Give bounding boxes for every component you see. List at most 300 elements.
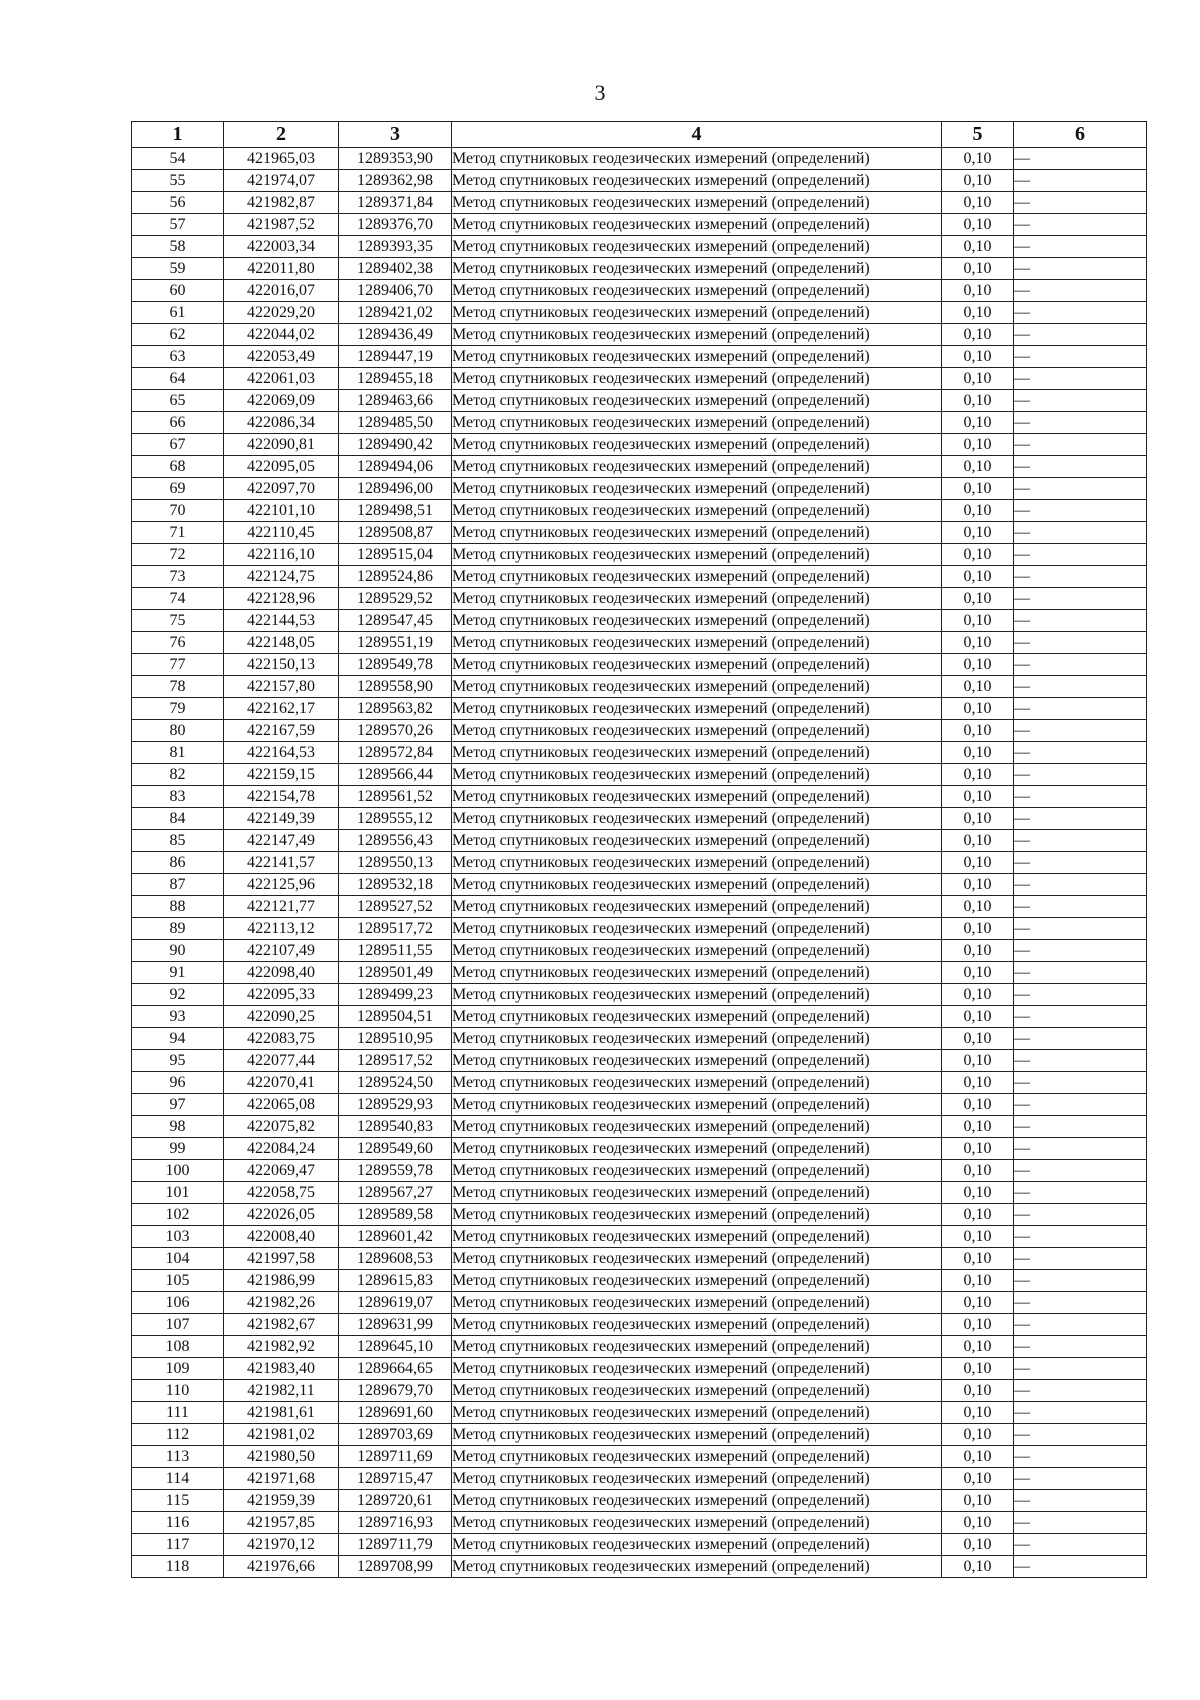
- table-row: [132, 1094, 1147, 1116]
- note-cell: —: [1014, 588, 1147, 610]
- accuracy-cell: 0,10: [942, 1512, 1014, 1534]
- coord-x: 422148,05: [224, 632, 339, 654]
- accuracy-cell: 0,10: [942, 368, 1014, 390]
- table-row: [132, 1534, 1147, 1556]
- note-cell: —: [1014, 962, 1147, 984]
- coord-y: 1289515,04: [339, 544, 452, 566]
- accuracy-cell: 0,10: [942, 1006, 1014, 1028]
- accuracy-cell: 0,10: [942, 610, 1014, 632]
- method-cell: Метод спутниковых геодезических измерений (определений): [452, 1248, 942, 1270]
- method-cell: Метод спутниковых геодезических измерений (определений): [452, 1028, 942, 1050]
- note-cell: —: [1014, 1534, 1147, 1556]
- point-number: 108: [132, 1336, 224, 1358]
- table-row: [132, 500, 1147, 522]
- coord-x: 422167,59: [224, 720, 339, 742]
- accuracy-cell: 0,10: [942, 830, 1014, 852]
- point-number: 58: [132, 236, 224, 258]
- note-cell: —: [1014, 698, 1147, 720]
- accuracy-cell: 0,10: [942, 148, 1014, 170]
- note-cell: —: [1014, 1204, 1147, 1226]
- table-row: [132, 1292, 1147, 1314]
- method-cell: Метод спутниковых геодезических измерений (определений): [452, 1138, 942, 1160]
- method-cell: Метод спутниковых геодезических измерений (определений): [452, 500, 942, 522]
- coord-x: 422164,53: [224, 742, 339, 764]
- method-cell: Метод спутниковых геодезических измерений (определений): [452, 1292, 942, 1314]
- accuracy-cell: 0,10: [942, 1204, 1014, 1226]
- accuracy-cell: 0,10: [942, 1028, 1014, 1050]
- coord-y: 1289679,70: [339, 1380, 452, 1402]
- accuracy-cell: 0,10: [942, 170, 1014, 192]
- point-number: 102: [132, 1204, 224, 1226]
- accuracy-cell: 0,10: [942, 1556, 1014, 1578]
- point-number: 104: [132, 1248, 224, 1270]
- header-col-4: 4: [452, 122, 942, 148]
- table-row: [132, 962, 1147, 984]
- coord-y: 1289566,44: [339, 764, 452, 786]
- accuracy-cell: 0,10: [942, 1468, 1014, 1490]
- table-row: [132, 324, 1147, 346]
- note-cell: —: [1014, 874, 1147, 896]
- coord-x: 422147,49: [224, 830, 339, 852]
- method-cell: Метод спутниковых геодезических измерений (определений): [452, 1072, 942, 1094]
- header-col-3: 3: [339, 122, 452, 148]
- coord-x: 422053,49: [224, 346, 339, 368]
- coord-y: 1289529,93: [339, 1094, 452, 1116]
- coord-y: 1289499,23: [339, 984, 452, 1006]
- note-cell: —: [1014, 170, 1147, 192]
- accuracy-cell: 0,10: [942, 940, 1014, 962]
- point-number: 101: [132, 1182, 224, 1204]
- note-cell: —: [1014, 148, 1147, 170]
- method-cell: Метод спутниковых геодезических измерений (определений): [452, 1314, 942, 1336]
- accuracy-cell: 0,10: [942, 1292, 1014, 1314]
- point-number: 68: [132, 456, 224, 478]
- point-number: 88: [132, 896, 224, 918]
- method-cell: Метод спутниковых геодезических измерений (определений): [452, 434, 942, 456]
- point-number: 64: [132, 368, 224, 390]
- accuracy-cell: 0,10: [942, 258, 1014, 280]
- coord-y: 1289549,60: [339, 1138, 452, 1160]
- coord-y: 1289393,35: [339, 236, 452, 258]
- accuracy-cell: 0,10: [942, 808, 1014, 830]
- method-cell: Метод спутниковых геодезических измерений (определений): [452, 720, 942, 742]
- note-cell: —: [1014, 1402, 1147, 1424]
- note-cell: —: [1014, 302, 1147, 324]
- point-number: 113: [132, 1446, 224, 1468]
- table-row: [132, 1072, 1147, 1094]
- method-cell: Метод спутниковых геодезических измерений (определений): [452, 1468, 942, 1490]
- table-row: [132, 984, 1147, 1006]
- coord-x: 422090,81: [224, 434, 339, 456]
- coord-x: 422125,96: [224, 874, 339, 896]
- coord-y: 1289711,79: [339, 1534, 452, 1556]
- coord-y: 1289402,38: [339, 258, 452, 280]
- coord-y: 1289559,78: [339, 1160, 452, 1182]
- note-cell: —: [1014, 1468, 1147, 1490]
- table-row: [132, 236, 1147, 258]
- table-row: [132, 808, 1147, 830]
- coord-y: 1289716,93: [339, 1512, 452, 1534]
- coord-y: 1289550,13: [339, 852, 452, 874]
- method-cell: Метод спутниковых геодезических измерений (определений): [452, 214, 942, 236]
- coord-y: 1289645,10: [339, 1336, 452, 1358]
- accuracy-cell: 0,10: [942, 720, 1014, 742]
- point-number: 89: [132, 918, 224, 940]
- method-cell: Метод спутниковых геодезических измерений (определений): [452, 1402, 942, 1424]
- coord-x: 422113,12: [224, 918, 339, 940]
- table-row: [132, 346, 1147, 368]
- coord-x: 422141,57: [224, 852, 339, 874]
- method-cell: Метод спутниковых геодезических измерений (определений): [452, 236, 942, 258]
- method-cell: Метод спутниковых геодезических измерений (определений): [452, 940, 942, 962]
- coord-x: 422110,45: [224, 522, 339, 544]
- note-cell: —: [1014, 1292, 1147, 1314]
- method-cell: Метод спутниковых геодезических измерений (определений): [452, 1512, 942, 1534]
- coord-x: 422097,70: [224, 478, 339, 500]
- method-cell: Метод спутниковых геодезических измерений (определений): [452, 1182, 942, 1204]
- coord-x: 422107,49: [224, 940, 339, 962]
- coord-x: 421965,03: [224, 148, 339, 170]
- coord-y: 1289490,42: [339, 434, 452, 456]
- point-number: 103: [132, 1226, 224, 1248]
- note-cell: —: [1014, 1160, 1147, 1182]
- method-cell: Метод спутниковых геодезических измерений (определений): [452, 632, 942, 654]
- method-cell: Метод спутниковых геодезических измерений (определений): [452, 258, 942, 280]
- note-cell: —: [1014, 852, 1147, 874]
- table-row: [132, 566, 1147, 588]
- method-cell: Метод спутниковых геодезических измерений (определений): [452, 478, 942, 500]
- point-number: 72: [132, 544, 224, 566]
- point-number: 100: [132, 1160, 224, 1182]
- note-cell: —: [1014, 1226, 1147, 1248]
- table-row: [132, 1204, 1147, 1226]
- method-cell: Метод спутниковых геодезических измерений (определений): [452, 962, 942, 984]
- accuracy-cell: 0,10: [942, 1358, 1014, 1380]
- coord-x: 421980,50: [224, 1446, 339, 1468]
- point-number: 78: [132, 676, 224, 698]
- note-cell: —: [1014, 1050, 1147, 1072]
- method-cell: Метод спутниковых геодезических измерений (определений): [452, 1380, 942, 1402]
- coord-y: 1289517,72: [339, 918, 452, 940]
- coord-x: 422095,05: [224, 456, 339, 478]
- accuracy-cell: 0,10: [942, 874, 1014, 896]
- method-cell: Метод спутниковых геодезических измерений (определений): [452, 1116, 942, 1138]
- coord-y: 1289549,78: [339, 654, 452, 676]
- accuracy-cell: 0,10: [942, 676, 1014, 698]
- table-row: [132, 676, 1147, 698]
- coord-y: 1289547,45: [339, 610, 452, 632]
- note-cell: —: [1014, 654, 1147, 676]
- coord-x: 421983,40: [224, 1358, 339, 1380]
- coord-x: 421976,66: [224, 1556, 339, 1578]
- table-row: [132, 1314, 1147, 1336]
- table-row: [132, 390, 1147, 412]
- method-cell: Метод спутниковых геодезических измерений (определений): [452, 984, 942, 1006]
- coord-y: 1289691,60: [339, 1402, 452, 1424]
- note-cell: —: [1014, 1424, 1147, 1446]
- coord-y: 1289496,00: [339, 478, 452, 500]
- coord-y: 1289527,52: [339, 896, 452, 918]
- method-cell: Метод спутниковых геодезических измерений (определений): [452, 1094, 942, 1116]
- coord-x: 422116,10: [224, 544, 339, 566]
- table-row: [132, 1160, 1147, 1182]
- method-cell: Метод спутниковых геодезических измерений (определений): [452, 1490, 942, 1512]
- accuracy-cell: 0,10: [942, 456, 1014, 478]
- accuracy-cell: 0,10: [942, 1490, 1014, 1512]
- accuracy-cell: 0,10: [942, 1050, 1014, 1072]
- method-cell: Метод спутниковых геодезических измерений (определений): [452, 544, 942, 566]
- coord-x: 422144,53: [224, 610, 339, 632]
- coord-y: 1289572,84: [339, 742, 452, 764]
- coord-y: 1289631,99: [339, 1314, 452, 1336]
- point-number: 80: [132, 720, 224, 742]
- method-cell: Метод спутниковых геодезических измерений (определений): [452, 148, 942, 170]
- method-cell: Метод спутниковых геодезических измерений (определений): [452, 852, 942, 874]
- table-row: [132, 610, 1147, 632]
- method-cell: Метод спутниковых геодезических измерений (определений): [452, 170, 942, 192]
- coord-y: 1289708,99: [339, 1556, 452, 1578]
- note-cell: —: [1014, 830, 1147, 852]
- coord-y: 1289501,49: [339, 962, 452, 984]
- point-number: 118: [132, 1556, 224, 1578]
- method-cell: Метод спутниковых геодезических измерений (определений): [452, 654, 942, 676]
- coord-y: 1289485,50: [339, 412, 452, 434]
- coord-x: 422077,44: [224, 1050, 339, 1072]
- note-cell: —: [1014, 412, 1147, 434]
- coord-y: 1289711,69: [339, 1446, 452, 1468]
- point-number: 99: [132, 1138, 224, 1160]
- point-number: 65: [132, 390, 224, 412]
- coord-y: 1289589,58: [339, 1204, 452, 1226]
- table-body: [132, 148, 1147, 1578]
- coord-x: 421981,02: [224, 1424, 339, 1446]
- note-cell: —: [1014, 236, 1147, 258]
- coord-y: 1289510,95: [339, 1028, 452, 1050]
- accuracy-cell: 0,10: [942, 786, 1014, 808]
- point-number: 66: [132, 412, 224, 434]
- accuracy-cell: 0,10: [942, 1182, 1014, 1204]
- note-cell: —: [1014, 984, 1147, 1006]
- coord-x: 422058,75: [224, 1182, 339, 1204]
- point-number: 70: [132, 500, 224, 522]
- method-cell: Метод спутниковых геодезических измерений (определений): [452, 1556, 942, 1578]
- point-number: 61: [132, 302, 224, 324]
- coord-x: 421982,11: [224, 1380, 339, 1402]
- method-cell: Метод спутниковых геодезических измерений (определений): [452, 896, 942, 918]
- table-row: [132, 786, 1147, 808]
- coord-y: 1289558,90: [339, 676, 452, 698]
- coord-y: 1289436,49: [339, 324, 452, 346]
- coord-y: 1289353,90: [339, 148, 452, 170]
- accuracy-cell: 0,10: [942, 1270, 1014, 1292]
- point-number: 114: [132, 1468, 224, 1490]
- coord-y: 1289619,07: [339, 1292, 452, 1314]
- coord-x: 422083,75: [224, 1028, 339, 1050]
- coord-y: 1289567,27: [339, 1182, 452, 1204]
- table-row: [132, 1028, 1147, 1050]
- accuracy-cell: 0,10: [942, 1380, 1014, 1402]
- table-row: [132, 1512, 1147, 1534]
- coord-y: 1289608,53: [339, 1248, 452, 1270]
- coord-x: 422159,15: [224, 764, 339, 786]
- table-row: [132, 1226, 1147, 1248]
- accuracy-cell: 0,10: [942, 918, 1014, 940]
- method-cell: Метод спутниковых геодезических измерений (определений): [452, 1358, 942, 1380]
- note-cell: —: [1014, 764, 1147, 786]
- table-row: [132, 1468, 1147, 1490]
- note-cell: —: [1014, 566, 1147, 588]
- note-cell: —: [1014, 1556, 1147, 1578]
- table-row: [132, 720, 1147, 742]
- table-row: [132, 192, 1147, 214]
- method-cell: Метод спутниковых геодезических измерений (определений): [452, 1204, 942, 1226]
- accuracy-cell: 0,10: [942, 346, 1014, 368]
- method-cell: Метод спутниковых геодезических измерений (определений): [452, 324, 942, 346]
- coord-y: 1289720,61: [339, 1490, 452, 1512]
- accuracy-cell: 0,10: [942, 522, 1014, 544]
- coord-x: 422075,82: [224, 1116, 339, 1138]
- note-cell: —: [1014, 786, 1147, 808]
- table-row: [132, 412, 1147, 434]
- note-cell: —: [1014, 1072, 1147, 1094]
- header-col-1: 1: [132, 122, 224, 148]
- method-cell: Метод спутниковых геодезических измерений (определений): [452, 302, 942, 324]
- point-number: 85: [132, 830, 224, 852]
- accuracy-cell: 0,10: [942, 1446, 1014, 1468]
- coord-x: 422098,40: [224, 962, 339, 984]
- table-row: [132, 1380, 1147, 1402]
- note-cell: —: [1014, 1116, 1147, 1138]
- coord-x: 422084,24: [224, 1138, 339, 1160]
- coord-x: 422026,05: [224, 1204, 339, 1226]
- method-cell: Метод спутниковых геодезических измерений (определений): [452, 1006, 942, 1028]
- coord-x: 421970,12: [224, 1534, 339, 1556]
- point-number: 77: [132, 654, 224, 676]
- accuracy-cell: 0,10: [942, 962, 1014, 984]
- point-number: 71: [132, 522, 224, 544]
- coord-x: 422011,80: [224, 258, 339, 280]
- point-number: 59: [132, 258, 224, 280]
- note-cell: —: [1014, 1512, 1147, 1534]
- note-cell: —: [1014, 1028, 1147, 1050]
- accuracy-cell: 0,10: [942, 984, 1014, 1006]
- coord-x: 422121,77: [224, 896, 339, 918]
- table-row: [132, 830, 1147, 852]
- coord-x: 422044,02: [224, 324, 339, 346]
- coord-y: 1289615,83: [339, 1270, 452, 1292]
- note-cell: —: [1014, 324, 1147, 346]
- accuracy-cell: 0,10: [942, 280, 1014, 302]
- accuracy-cell: 0,10: [942, 1094, 1014, 1116]
- method-cell: Метод спутниковых геодезических измерений (определений): [452, 1270, 942, 1292]
- table-row: [132, 1446, 1147, 1468]
- method-cell: Метод спутниковых геодезических измерений (определений): [452, 874, 942, 896]
- point-number: 74: [132, 588, 224, 610]
- coord-x: 421971,68: [224, 1468, 339, 1490]
- note-cell: —: [1014, 346, 1147, 368]
- coord-x: 421986,99: [224, 1270, 339, 1292]
- point-number: 98: [132, 1116, 224, 1138]
- note-cell: —: [1014, 1270, 1147, 1292]
- coord-y: 1289529,52: [339, 588, 452, 610]
- method-cell: Метод спутниковых геодезических измерений (определений): [452, 412, 942, 434]
- coord-y: 1289421,02: [339, 302, 452, 324]
- coord-y: 1289540,83: [339, 1116, 452, 1138]
- method-cell: Метод спутниковых геодезических измерений (определений): [452, 1534, 942, 1556]
- table-row: [132, 1424, 1147, 1446]
- note-cell: —: [1014, 1248, 1147, 1270]
- method-cell: Метод спутниковых геодезических измерений (определений): [452, 368, 942, 390]
- coord-x: 421982,87: [224, 192, 339, 214]
- note-cell: —: [1014, 280, 1147, 302]
- method-cell: Метод спутниковых геодезических измерений (определений): [452, 390, 942, 412]
- accuracy-cell: 0,10: [942, 1534, 1014, 1556]
- accuracy-cell: 0,10: [942, 1248, 1014, 1270]
- point-number: 96: [132, 1072, 224, 1094]
- table-row: [132, 280, 1147, 302]
- point-number: 107: [132, 1314, 224, 1336]
- accuracy-cell: 0,10: [942, 412, 1014, 434]
- coord-x: 422008,40: [224, 1226, 339, 1248]
- coord-y: 1289524,86: [339, 566, 452, 588]
- method-cell: Метод спутниковых геодезических измерений (определений): [452, 610, 942, 632]
- accuracy-cell: 0,10: [942, 764, 1014, 786]
- table-row: [132, 1358, 1147, 1380]
- table-row: [132, 1248, 1147, 1270]
- point-number: 56: [132, 192, 224, 214]
- table-row: [132, 148, 1147, 170]
- coord-y: 1289703,69: [339, 1424, 452, 1446]
- coord-y: 1289524,50: [339, 1072, 452, 1094]
- point-number: 84: [132, 808, 224, 830]
- accuracy-cell: 0,10: [942, 544, 1014, 566]
- table-row: [132, 302, 1147, 324]
- point-number: 60: [132, 280, 224, 302]
- note-cell: —: [1014, 390, 1147, 412]
- coord-y: 1289556,43: [339, 830, 452, 852]
- point-number: 54: [132, 148, 224, 170]
- note-cell: —: [1014, 676, 1147, 698]
- coord-x: 422149,39: [224, 808, 339, 830]
- table-row: [132, 742, 1147, 764]
- accuracy-cell: 0,10: [942, 1226, 1014, 1248]
- point-number: 63: [132, 346, 224, 368]
- point-number: 87: [132, 874, 224, 896]
- coord-x: 422069,47: [224, 1160, 339, 1182]
- table-row: [132, 170, 1147, 192]
- method-cell: Метод спутниковых геодезических измерений (определений): [452, 742, 942, 764]
- table-row: [132, 1138, 1147, 1160]
- table-row: [132, 1336, 1147, 1358]
- coord-x: 421981,61: [224, 1402, 339, 1424]
- accuracy-cell: 0,10: [942, 1424, 1014, 1446]
- coord-y: 1289601,42: [339, 1226, 452, 1248]
- coord-x: 422070,41: [224, 1072, 339, 1094]
- table-row: [132, 852, 1147, 874]
- method-cell: Метод спутниковых геодезических измерений (определений): [452, 1424, 942, 1446]
- method-cell: Метод спутниковых геодезических измерений (определений): [452, 280, 942, 302]
- coord-y: 1289498,51: [339, 500, 452, 522]
- point-number: 67: [132, 434, 224, 456]
- note-cell: —: [1014, 214, 1147, 236]
- accuracy-cell: 0,10: [942, 588, 1014, 610]
- table-row: [132, 1182, 1147, 1204]
- coord-y: 1289555,12: [339, 808, 452, 830]
- note-cell: —: [1014, 720, 1147, 742]
- accuracy-cell: 0,10: [942, 632, 1014, 654]
- note-cell: —: [1014, 1314, 1147, 1336]
- coord-x: 421982,67: [224, 1314, 339, 1336]
